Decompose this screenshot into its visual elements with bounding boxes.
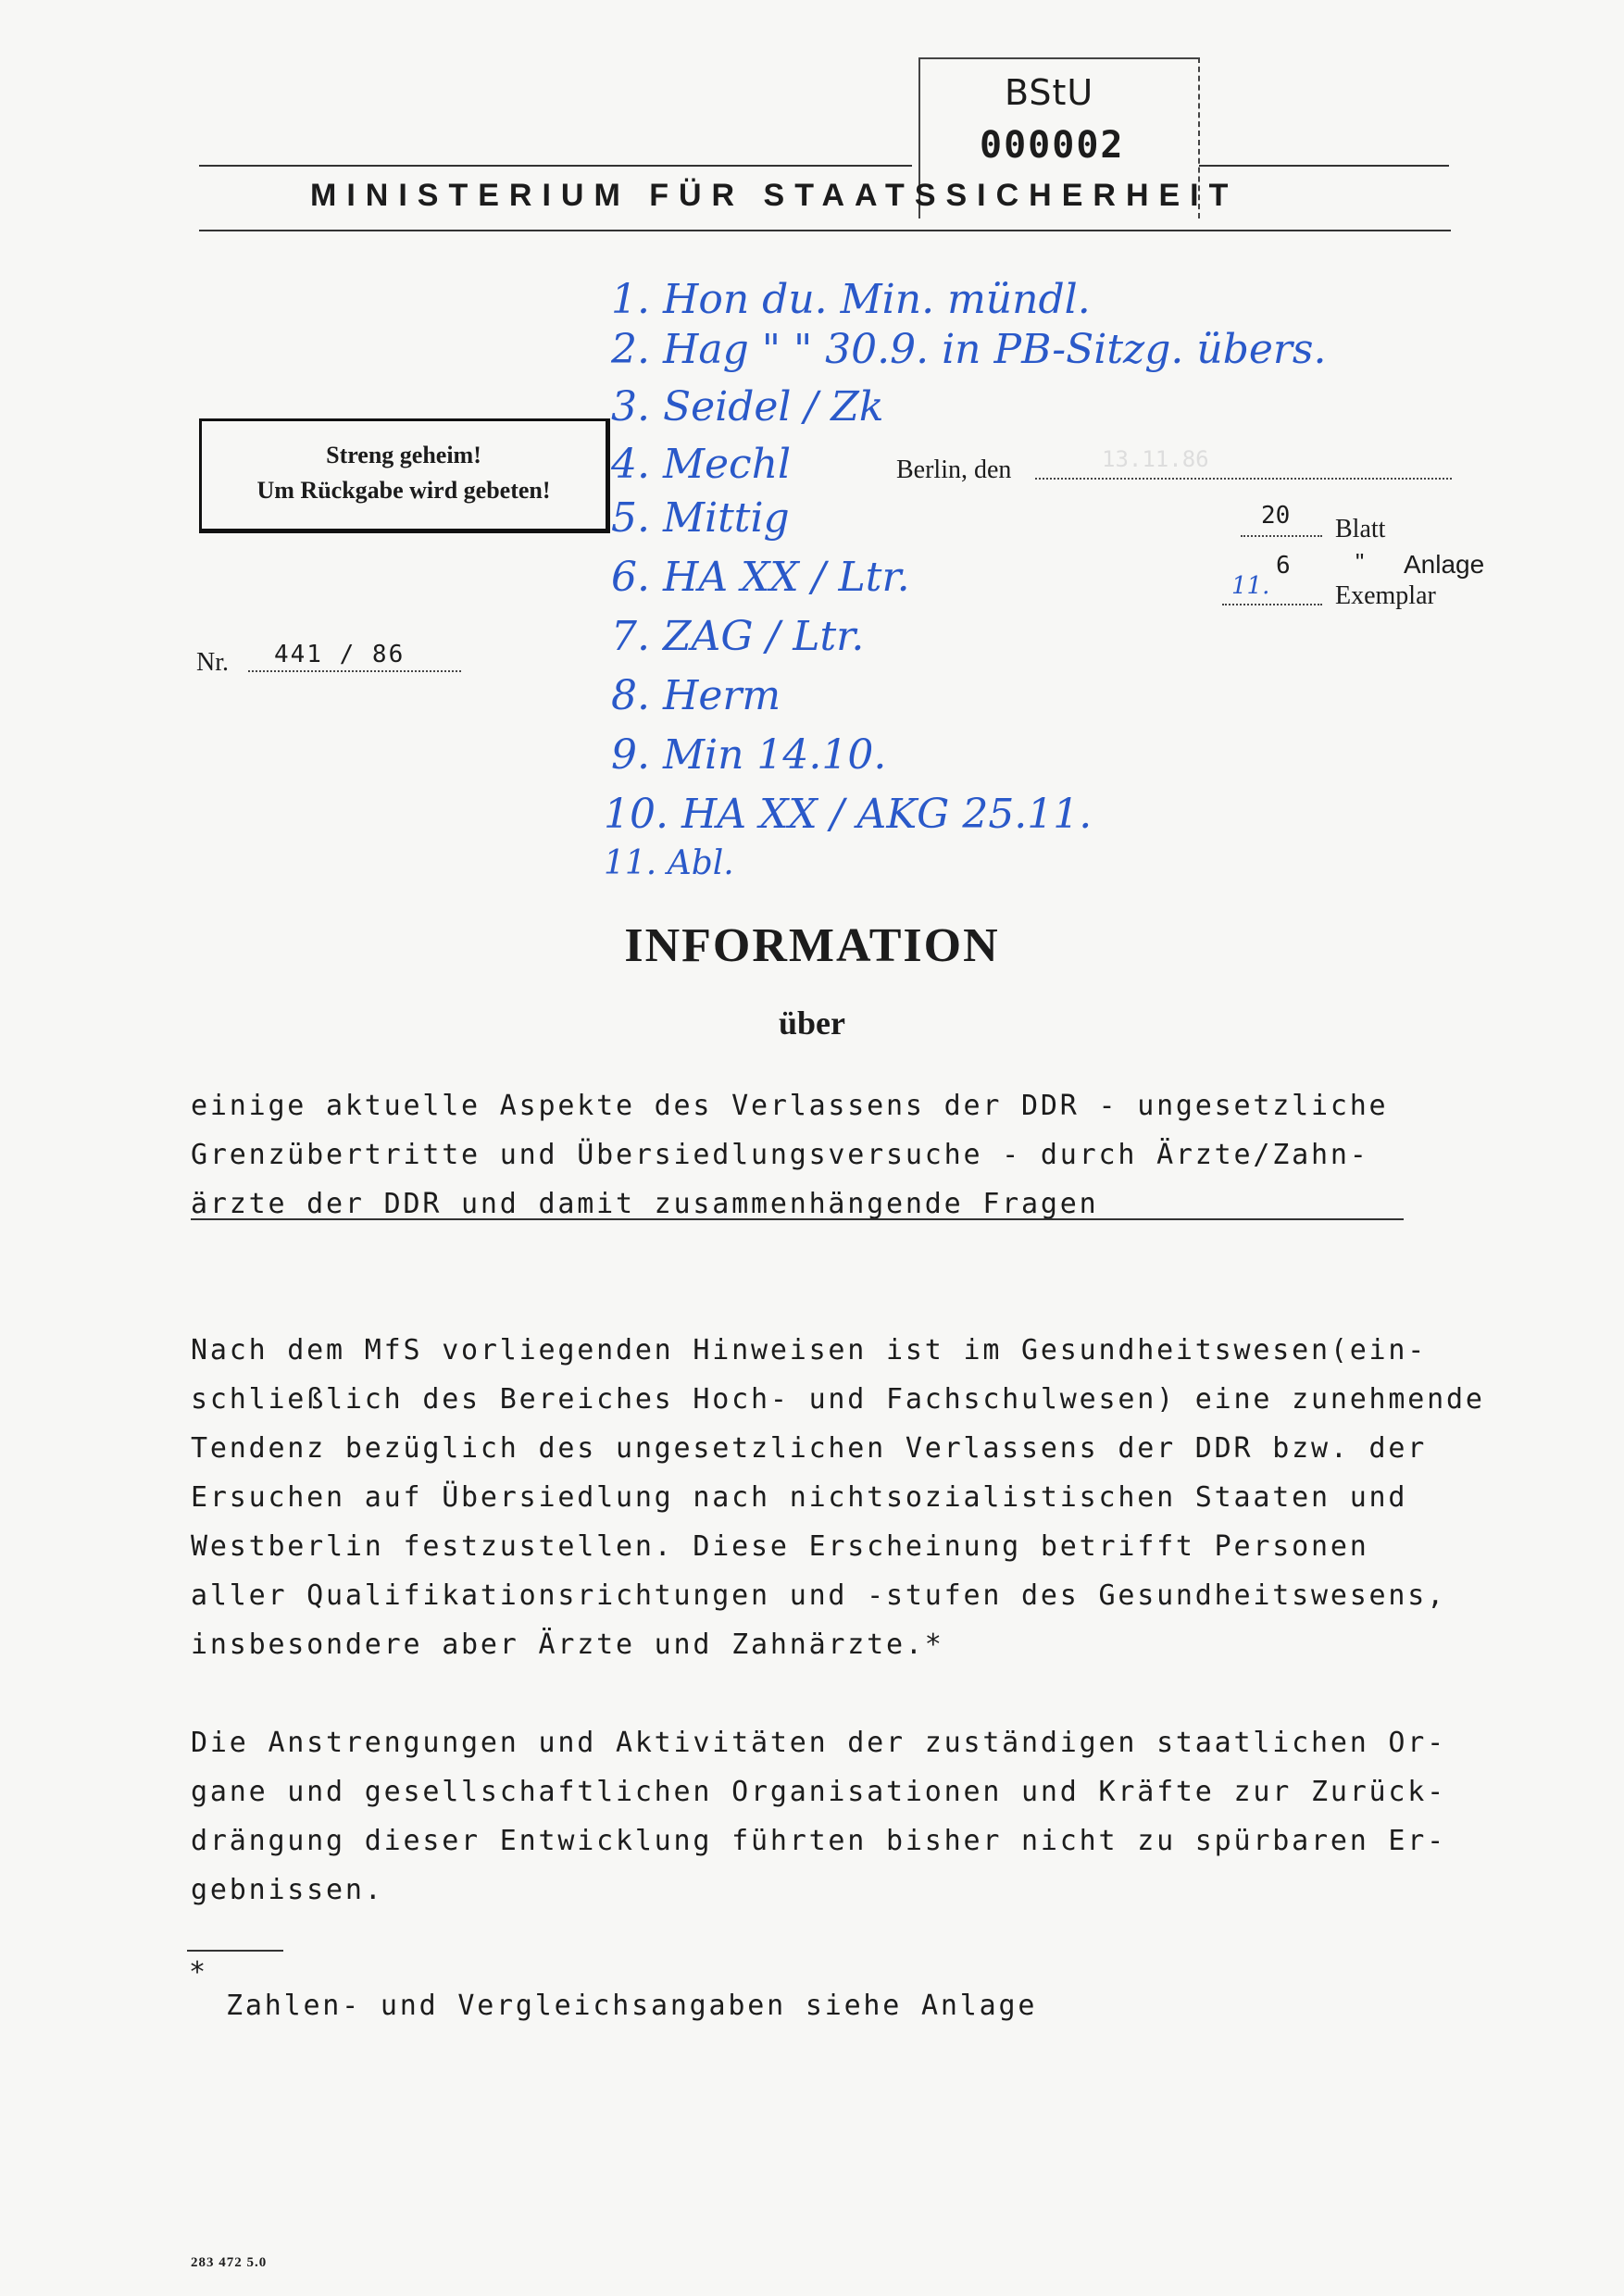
distribution-item: 5. Mittig: [611, 494, 790, 542]
document-subtitle: über: [779, 1004, 845, 1042]
paragraph-line: Nach dem MfS vorliegenden Hinweisen ist im Gesundheitswesen(ein-: [191, 1334, 1428, 1366]
paragraph-line: Tendenz bezüglich des ungesetzlichen Verlassens der DDR bzw. der: [191, 1432, 1428, 1465]
classification-box: [199, 418, 610, 533]
footnote-rule: [187, 1950, 283, 1952]
stamp-number: 000002: [980, 124, 1125, 167]
distribution-item: 11. Abl.: [604, 844, 734, 882]
paragraph-line: Die Anstrengungen und Aktivitäten der zuständigen staatlichen Or-: [191, 1727, 1446, 1759]
subject-underline: [191, 1218, 1404, 1220]
distribution-item: 1. Hon du. Min. mündl.: [611, 276, 1091, 323]
copy-label: Exemplar: [1335, 581, 1436, 610]
footnote-text: Zahlen- und Vergleichsangaben siehe Anlage: [226, 1990, 1038, 2022]
paragraph-line: Westberlin festzustellen. Diese Erscheinung betrifft Personen: [191, 1530, 1369, 1563]
header-rule-bottom: [199, 230, 1451, 231]
footnote-mark: *: [189, 1956, 208, 1989]
date-line: [1035, 478, 1452, 480]
appendix-label: Anlage: [1404, 550, 1485, 579]
distribution-item: 6. HA XX / Ltr.: [611, 554, 910, 601]
classification-line1: Streng geheim!: [326, 442, 481, 468]
subject-line: einige aktuelle Aspekte des Verlassens der DDR - ungesetzliche: [191, 1090, 1389, 1122]
copy-number: 11.: [1231, 572, 1270, 600]
distribution-item: 4. Mechl: [611, 441, 792, 488]
paragraph-line: drängung dieser Entwicklung führten bisher nicht zu spürbaren Er-: [191, 1825, 1446, 1857]
subject-block: [191, 1081, 1388, 1229]
distribution-item: 10. HA XX / AKG 25.11.: [604, 791, 1093, 838]
nr-value: 441 / 86: [274, 641, 406, 668]
ministry-header: MINISTERIUM FÜR STAATSSICHERHEIT: [310, 178, 1239, 213]
place-label: Berlin, den: [896, 455, 1012, 484]
subject-line: Grenzübertritte und Übersiedlungsversuche - durch Ärzte/Zahn-: [191, 1139, 1369, 1171]
classification-line2: Um Rückgabe wird gebeten!: [256, 477, 551, 504]
paragraph-line: gane und gesellschaftlichen Organisationen und Kräfte zur Zurück-: [191, 1776, 1446, 1808]
paragraph-line: aller Qualifikationsrichtungen und -stufen des Gesundheitswesens,: [191, 1579, 1446, 1612]
sheets-label: Blatt: [1335, 515, 1386, 543]
distribution-item: 7. ZAG / Ltr.: [611, 613, 865, 660]
paragraph-line: insbesondere aber Ärzte und Zahnärzte.*: [191, 1628, 944, 1661]
appendix-count: 6: [1276, 552, 1291, 580]
nr-line: [248, 670, 461, 672]
form-code: 283 472 5.0: [191, 2255, 268, 2270]
nr-label: Nr.: [196, 648, 229, 677]
copy-line: [1222, 604, 1322, 605]
stamp-agency: BStU: [1005, 72, 1094, 113]
paragraph-line: gebnissen.: [191, 1874, 384, 1906]
paragraph-1: [191, 1326, 1485, 1669]
distribution-item: 3. Seidel / Zk: [611, 383, 884, 430]
distribution-item: 9. Min 14.10.: [611, 731, 887, 779]
distribution-item: 2. Hag " " 30.9. in PB-Sitzg. übers.: [611, 326, 1327, 373]
subject-line: ärzte der DDR und damit zusammenhängende Fragen: [191, 1188, 1099, 1220]
appendix-mark: ": [1355, 548, 1365, 576]
document-title: INFORMATION: [624, 919, 1000, 972]
header-rule-top-right: [1199, 165, 1449, 167]
paragraph-line: schließlich des Bereiches Hoch- und Fachschulwesen) eine zunehmende: [191, 1383, 1485, 1416]
paragraph-line: Ersuchen auf Übersiedlung nach nichtsozialistischen Staaten und: [191, 1481, 1408, 1514]
header-rule-top: [199, 165, 912, 167]
sheets-count: 20: [1261, 502, 1291, 530]
distribution-item: 8. Herm: [611, 672, 781, 719]
date-faint: 13.11.86: [1102, 446, 1209, 472]
sheets-line: [1241, 535, 1322, 537]
paragraph-2: [191, 1718, 1446, 1915]
